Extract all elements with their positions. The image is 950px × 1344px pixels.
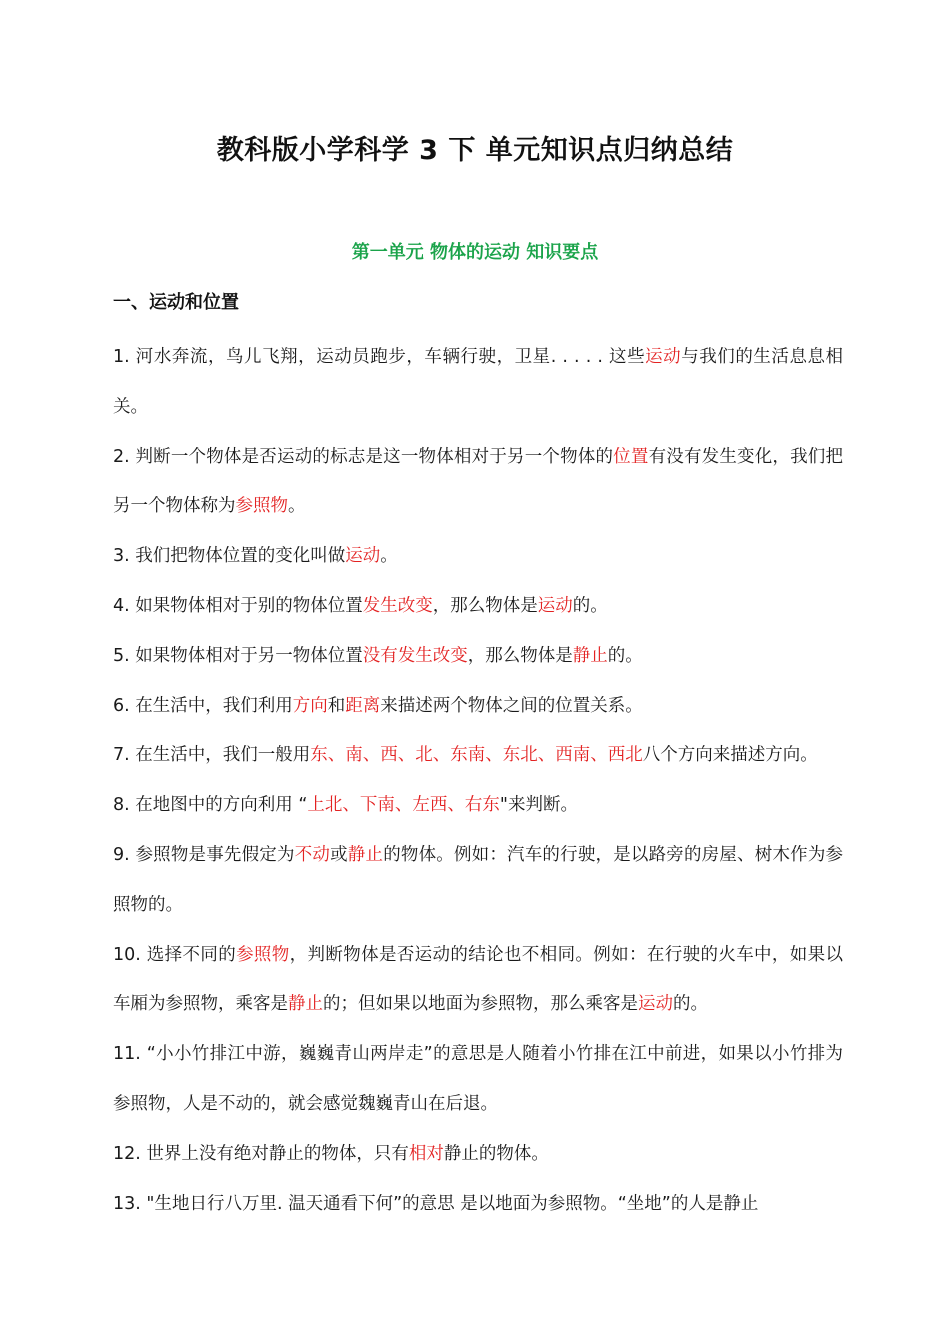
highlighted-keyword: 相对: [408, 1143, 444, 1164]
knowledge-point-item: [113, 1180, 843, 1230]
item-text: 的；但如果以地面为参照物，那么乘客是: [323, 994, 638, 1015]
highlighted-keyword: 运动: [645, 347, 682, 367]
highlighted-keyword: 没有发生改变: [362, 645, 468, 666]
unit-title: 第一单元 物体的运动 知识要点: [351, 242, 599, 263]
item-text: 。: [288, 496, 306, 517]
highlighted-keyword: 运动: [537, 595, 573, 616]
knowledge-point-item: [113, 682, 843, 732]
knowledge-point-item: [113, 1030, 843, 1130]
highlighted-keyword: 参照物: [236, 944, 290, 965]
item-text: 7. 在生活中，我们一般用: [113, 745, 311, 766]
highlighted-keyword: 距离: [345, 695, 381, 716]
item-text: 2. 判断一个物体是否运动的标志是这一物体相对于另一个物体的: [113, 446, 614, 467]
highlighted-keyword: 静止: [572, 645, 608, 666]
item-text: "来判断。: [499, 795, 578, 816]
item-text: 的。: [607, 645, 643, 666]
knowledge-point-item: [113, 781, 843, 831]
knowledge-point-item: [113, 731, 843, 781]
highlighted-keyword: 位置: [613, 446, 649, 467]
knowledge-point-item: [113, 433, 843, 533]
item-text: 12. 世界上没有绝对静止的物体，只有: [113, 1143, 409, 1164]
item-text: 的物体。例如：汽车的行驶，是以路旁的房屋、树木作为参照物的。: [113, 844, 844, 915]
highlighted-keyword: 静止: [288, 994, 323, 1015]
highlighted-keyword: 方向: [292, 695, 328, 716]
item-text: 6. 在生活中，我们利用: [113, 695, 293, 716]
knowledge-point-item: [113, 532, 843, 582]
item-text: 或: [330, 844, 348, 865]
item-text: 13. "生地日行八万里. 温天通看下何”的意思 是以地面为参照物。“坐地”的人是静止: [113, 1193, 759, 1214]
item-text: 5. 如果物体相对于另一物体位置: [113, 645, 363, 666]
knowledge-point-item: [113, 582, 843, 632]
item-text: ，那么物体是: [432, 595, 538, 616]
item-text: ，那么物体是: [467, 645, 573, 666]
knowledge-point-item: [113, 1130, 843, 1180]
item-text: 9. 参照物是事先假定为: [113, 844, 295, 865]
highlighted-keyword: 发生改变: [362, 595, 433, 616]
highlighted-keyword: 不动: [294, 844, 331, 865]
item-text: 的。: [572, 595, 608, 616]
item-text: 的。: [673, 994, 708, 1015]
item-text: 3. 我们把物体位置的变化叫做: [113, 546, 346, 567]
highlighted-keyword: 东、南、西、北、东南、东北、西南、西北: [310, 745, 643, 766]
item-text: 八个方向来描述方向。: [642, 745, 818, 766]
highlighted-keyword: 参照物: [235, 496, 288, 517]
document-title: 教科版小学科学 3 下 单元知识点归纳总结: [216, 135, 734, 166]
item-text: 8. 在地图中的方向利用 “: [113, 795, 308, 816]
highlighted-keyword: 运动: [638, 994, 673, 1015]
knowledge-point-item: [113, 333, 843, 433]
item-text: 10. 选择不同的: [113, 944, 237, 965]
knowledge-point-item: [113, 931, 843, 1031]
item-text: 1. 河水奔流，鸟儿飞翔，运动员跑步，车辆行驶，卫星. . . . . 这些: [113, 347, 646, 367]
section-heading: 一、运动和位置: [113, 292, 239, 313]
item-text: 有没有发生变化，我们把另一个物体称为: [113, 446, 843, 517]
item-text: 和: [327, 695, 346, 716]
item-text: 4. 如果物体相对于别的物体位置: [113, 595, 363, 616]
item-text: 与我们的生活息息相关。: [113, 347, 844, 417]
item-text: 静止的物体。: [443, 1143, 549, 1164]
knowledge-point-item: [113, 632, 843, 682]
highlighted-keyword: 静止: [347, 844, 384, 865]
knowledge-point-item: [113, 831, 843, 931]
item-text: 11. “小小竹排江中游，巍巍青山两岸走”的意思是人随着小竹排在江中前进，如果以小竹排为参照物，人是不动的，就会感觉魏巍青山在后退。: [113, 1044, 843, 1114]
item-text: ，判断物体是否运动的结论也不相同。例如：在行驶的火车中，如果以车厢为参照物，乘客是: [113, 944, 843, 1015]
item-text: 。: [380, 546, 398, 567]
highlighted-keyword: 运动: [345, 546, 381, 567]
highlighted-keyword: 上北、下南、左西、右东: [307, 795, 500, 816]
knowledge-point-list: [113, 333, 843, 1229]
item-text: 来描述两个物体之间的位置关系。: [380, 695, 643, 716]
